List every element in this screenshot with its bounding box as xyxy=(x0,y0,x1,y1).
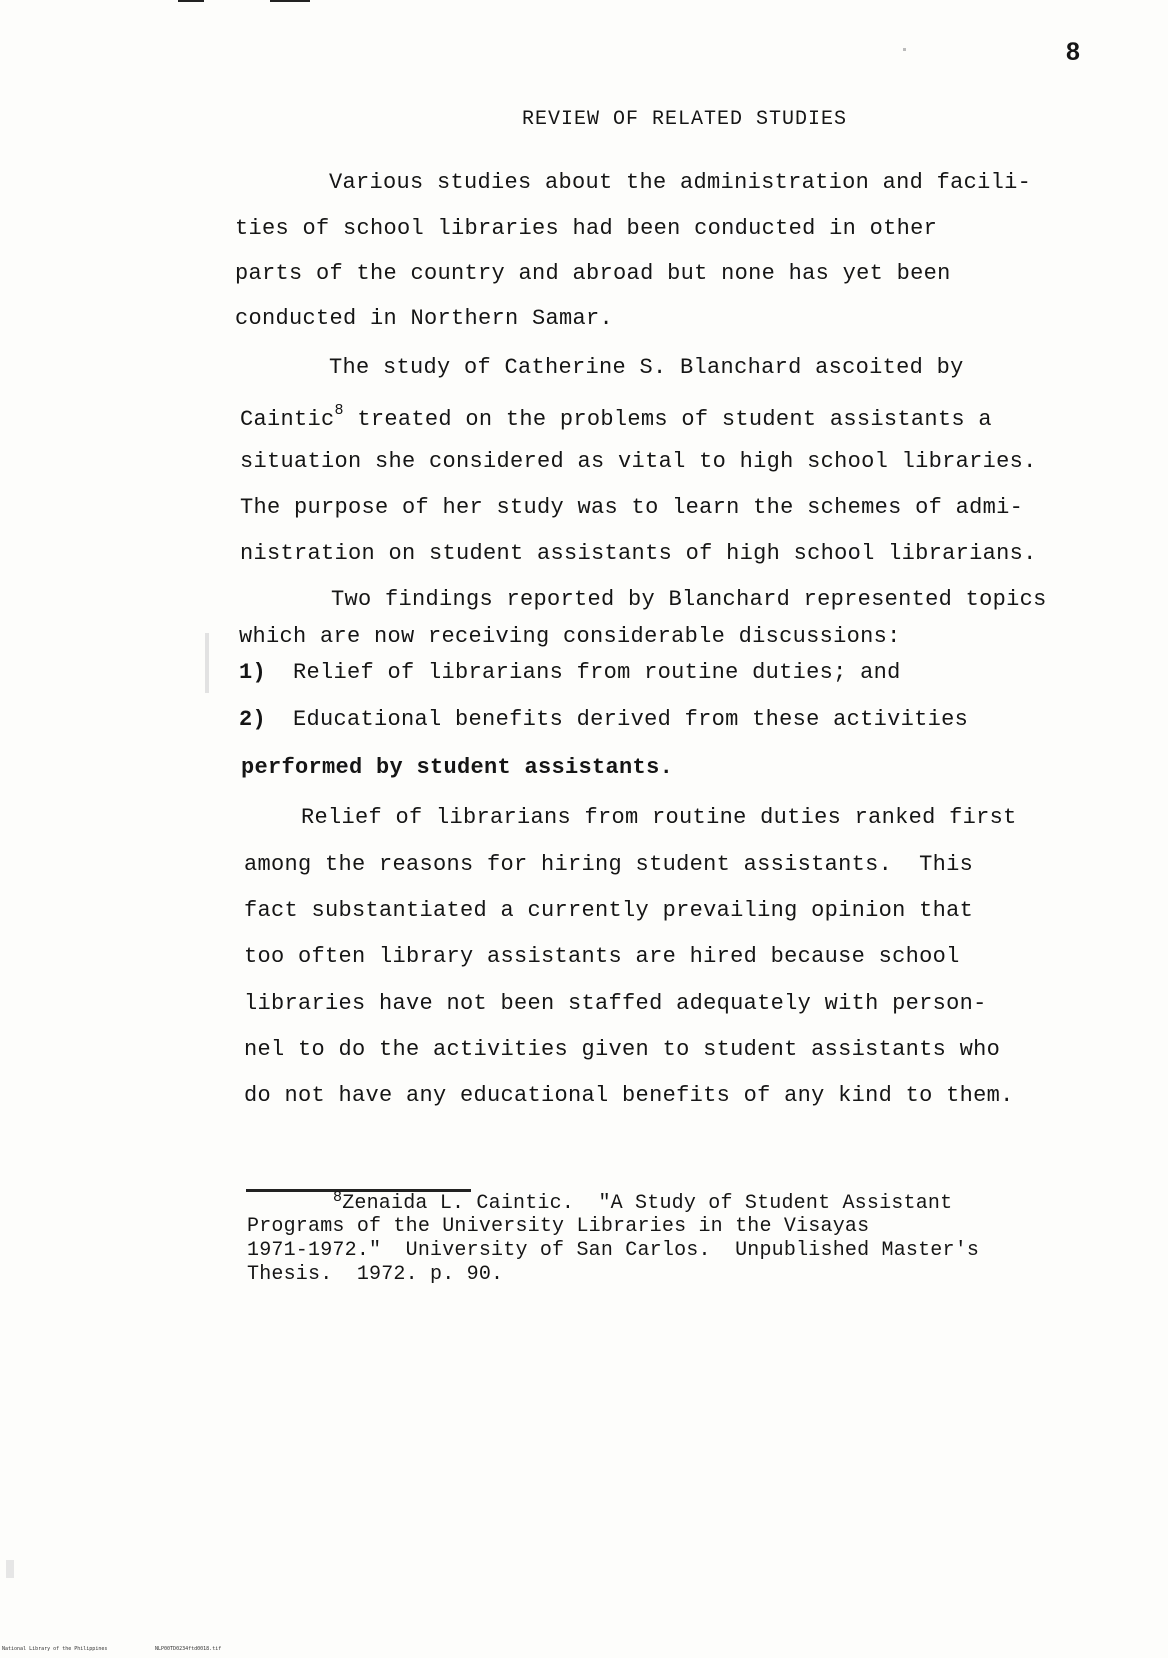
paragraph-line: performed by student assistants. xyxy=(241,755,674,780)
footnote-line: 1971-1972." University of San Carlos. Unpublished Master's xyxy=(247,1239,980,1262)
paragraph-line: Relief of librarians from routine duties ranked first xyxy=(301,805,1017,830)
finding-item xyxy=(239,707,968,732)
footnote-text: Zenaida L. Caintic. "A Study of Student Assistant xyxy=(342,1192,953,1215)
paragraph-line: nel to do the activities given to student assistants who xyxy=(244,1037,1001,1062)
page-number: 8 xyxy=(1066,38,1080,66)
paragraph-line: situation she considered as vital to high school libraries. xyxy=(240,449,1037,474)
finding-item xyxy=(239,660,901,685)
scan-speck xyxy=(903,48,906,51)
footnote-line xyxy=(333,1189,952,1215)
paragraph-line: The purpose of her study was to learn the schemes of admi- xyxy=(240,495,1024,520)
footnote-marker: 8 xyxy=(333,1189,343,1206)
paragraph-line: libraries have not been staffed adequately with person- xyxy=(244,991,987,1016)
finding-text: Educational benefits derived from these activities xyxy=(293,707,969,732)
paragraph-line: do not have any educational benefits of any kind to them. xyxy=(244,1083,1014,1108)
scan-edge-mark xyxy=(6,1560,14,1578)
line-continuation: treated on the problems of student assistants a xyxy=(343,407,992,432)
paragraph-line: Two findings reported by Blanchard represented topics xyxy=(331,587,1047,612)
paragraph-line xyxy=(240,402,992,432)
finding-number: 1) xyxy=(239,660,267,685)
finding-number: 2) xyxy=(239,707,267,732)
finding-text: Relief of librarians from routine duties; and xyxy=(293,660,901,685)
top-edge-mark xyxy=(270,0,310,2)
paragraph-line: conducted in Northern Samar. xyxy=(235,306,614,331)
archive-file-id: NLP00TD0234ftd0018.tif xyxy=(155,1646,222,1652)
citing-author: Caintic xyxy=(240,407,335,432)
paragraph-line: parts of the country and abroad but none has yet been xyxy=(235,261,951,286)
section-heading: REVIEW OF RELATED STUDIES xyxy=(522,108,848,131)
footnote-reference: 8 xyxy=(334,402,344,419)
paragraph-line: too often library assistants are hired because school xyxy=(244,944,960,969)
scan-edge-mark xyxy=(205,633,209,693)
paragraph-line: which are now receiving considerable discussions: xyxy=(239,624,901,649)
paragraph-line: nistration on student assistants of high school librarians. xyxy=(240,541,1037,566)
paragraph-line: among the reasons for hiring student assistants. This xyxy=(244,852,974,877)
paragraph-line: ties of school libraries had been conducted in other xyxy=(235,216,938,241)
paragraph-line: Various studies about the administration and facili- xyxy=(329,170,1032,195)
footnote-line: Thesis. 1972. p. 90. xyxy=(247,1263,504,1286)
paragraph-line: fact substantiated a currently prevailing opinion that xyxy=(244,898,974,923)
archive-caption: National Library of the Philippines xyxy=(2,1646,108,1652)
footnote-line: Programs of the University Libraries in the Visayas xyxy=(247,1215,870,1238)
top-edge-mark xyxy=(178,0,204,2)
paragraph-line: The study of Catherine S. Blanchard ascoited by xyxy=(329,355,964,380)
